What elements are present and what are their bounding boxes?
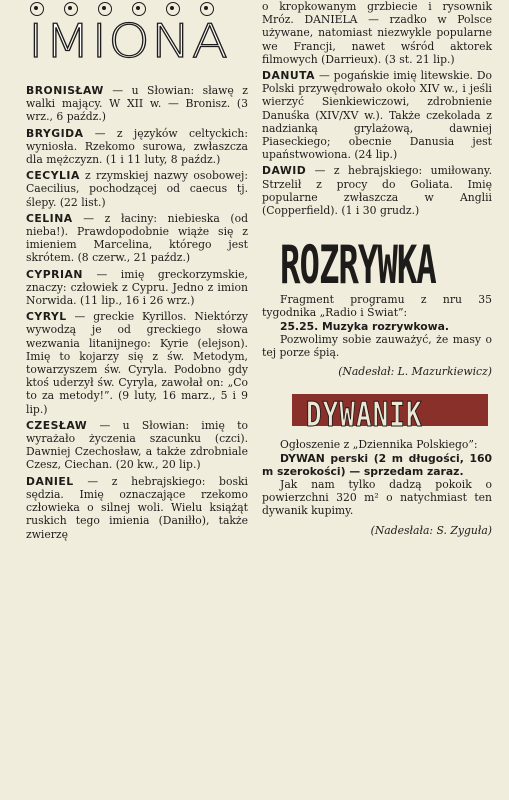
rozrywka-section <box>262 235 492 378</box>
dywanik-banner <box>292 394 488 436</box>
name-entry: CYRYL — greckie Kyrillos. Niektórzy wywodzą je od greckiego słowa wezwania litanijnego: Kyrie (elejson). Imię to kojarzy się z św. Metodym, towarzyszem św. Cyryla. Podobno gdy ktoś uderzył św. Cyryla, zawołał on: „Co to za metody!”. (9 luty, 16 marz., 5 i 9 lip.) <box>26 310 248 416</box>
name-entry: BRONISŁAW — u Słowian: sławę z walki mający. W XII w. — Bronisz. (3 wrz., 6 paźdz.) <box>26 84 248 124</box>
rozrywka-title: ROZRYWKA <box>280 235 436 298</box>
name-entry-continued: o kropkowanym grzbiecie i rysownik Mróz. DANIELA — rzadko w Polsce używane, natomiast niezwykle popularne we Francji, nawet wśród aktorek filmowych (Darrieux). (3 st. 21 lip.) <box>262 0 492 66</box>
right-column <box>262 0 492 537</box>
name-entry: CECYLIA z rzymskiej nazwy osobowej: Caecilius, pochodzącej od caecus tj. ślepy. (22 list.) <box>26 169 248 209</box>
name-entries-right <box>262 0 492 217</box>
name-entry: CELINA — z łaciny: niebieska (od nieba!). Prawdopodobnie wiąże się z imieniem Marcelina, którego jest skrótem. (8 czerw., 21 paźdz.) <box>26 211 248 265</box>
name-entry: CZESŁAW — u Słowian: imię to wyrażało życzenia szacunku (czci). Dawniej Czechosław, a także zdrobniale Czesz, Ciechan. (20 kw., 20 lip.) <box>26 418 248 472</box>
dywanik-comment: Jak nam tylko dadzą pokoik o powierzchni 320 m² o natychmiast ten dywanik kupimy. <box>262 478 492 518</box>
name-entry: CYPRIAN — imię greckorzymskie, znaczy: człowiek z Cypru. Jedno z imion Norwida. (11 lip., 16 i 26 wrz.) <box>26 267 248 308</box>
name-entry: DAWID — z hebrajskiego: umiłowany. Strzelił z procy do Goliata. Imię popularne zwłaszcza w Anglii (Copperfield). (1 i 30 grudz.) <box>262 164 492 218</box>
rozrywka-credit: (Nadesłał: L. Mazurkiewicz) <box>338 365 492 379</box>
rozrywka-intro: Fragment programu z nru 35 tygodnika „Radio i Świat”: <box>262 293 492 320</box>
left-column <box>26 0 248 544</box>
rozrywka-program-line: 25.25. Muzyka rozrywkowa. <box>280 319 450 333</box>
name-entries-left <box>26 84 248 541</box>
dywanik-intro: Ogłoszenie z „Dziennika Polskiego”: <box>280 438 478 452</box>
name-entry: DANUTA — pogańskie imię litewskie. Do Polski przywędrowało około XIV w., i jeśli wierzyć Sienkiewiczowi, zdrobnienie Danuśka (XIV/XV w.). Także czekolada z nadzianką grylażową, dawniej Piaseckiego; obecnie Danusia jest upaństwowiona. (24 lip.) <box>262 69 492 162</box>
imiona-title: IMIONA <box>28 14 230 68</box>
dywanik-title: DYWANIK <box>306 396 423 436</box>
imiona-masthead <box>26 0 248 84</box>
dywanik-credit: (Nadesłała: S. Zyguła) <box>370 523 492 537</box>
rozrywka-comment: Pozwolimy sobie zauważyć, że masy o tej porze śpią. <box>262 332 492 360</box>
name-entry: BRYGIDA — z języków celtyckich: wyniosła. Rzekomo surowa, zwłaszcza dla mężczyzn. (1 i 11 luty, 8 paźdz.) <box>26 126 248 167</box>
dywanik-ad: DYWAN perski (2 m długości, 160 m szerokości) — sprzedam zaraz. <box>262 451 492 478</box>
name-entry: DANIEL — z hebrajskiego: boski sędzia. Imię oznaczające rzekomo człowieka o silnej woli. Wielu książąt ruskich tego imienia (Daniłło), także zwierzę <box>26 474 248 541</box>
dywanik-section <box>262 394 492 536</box>
